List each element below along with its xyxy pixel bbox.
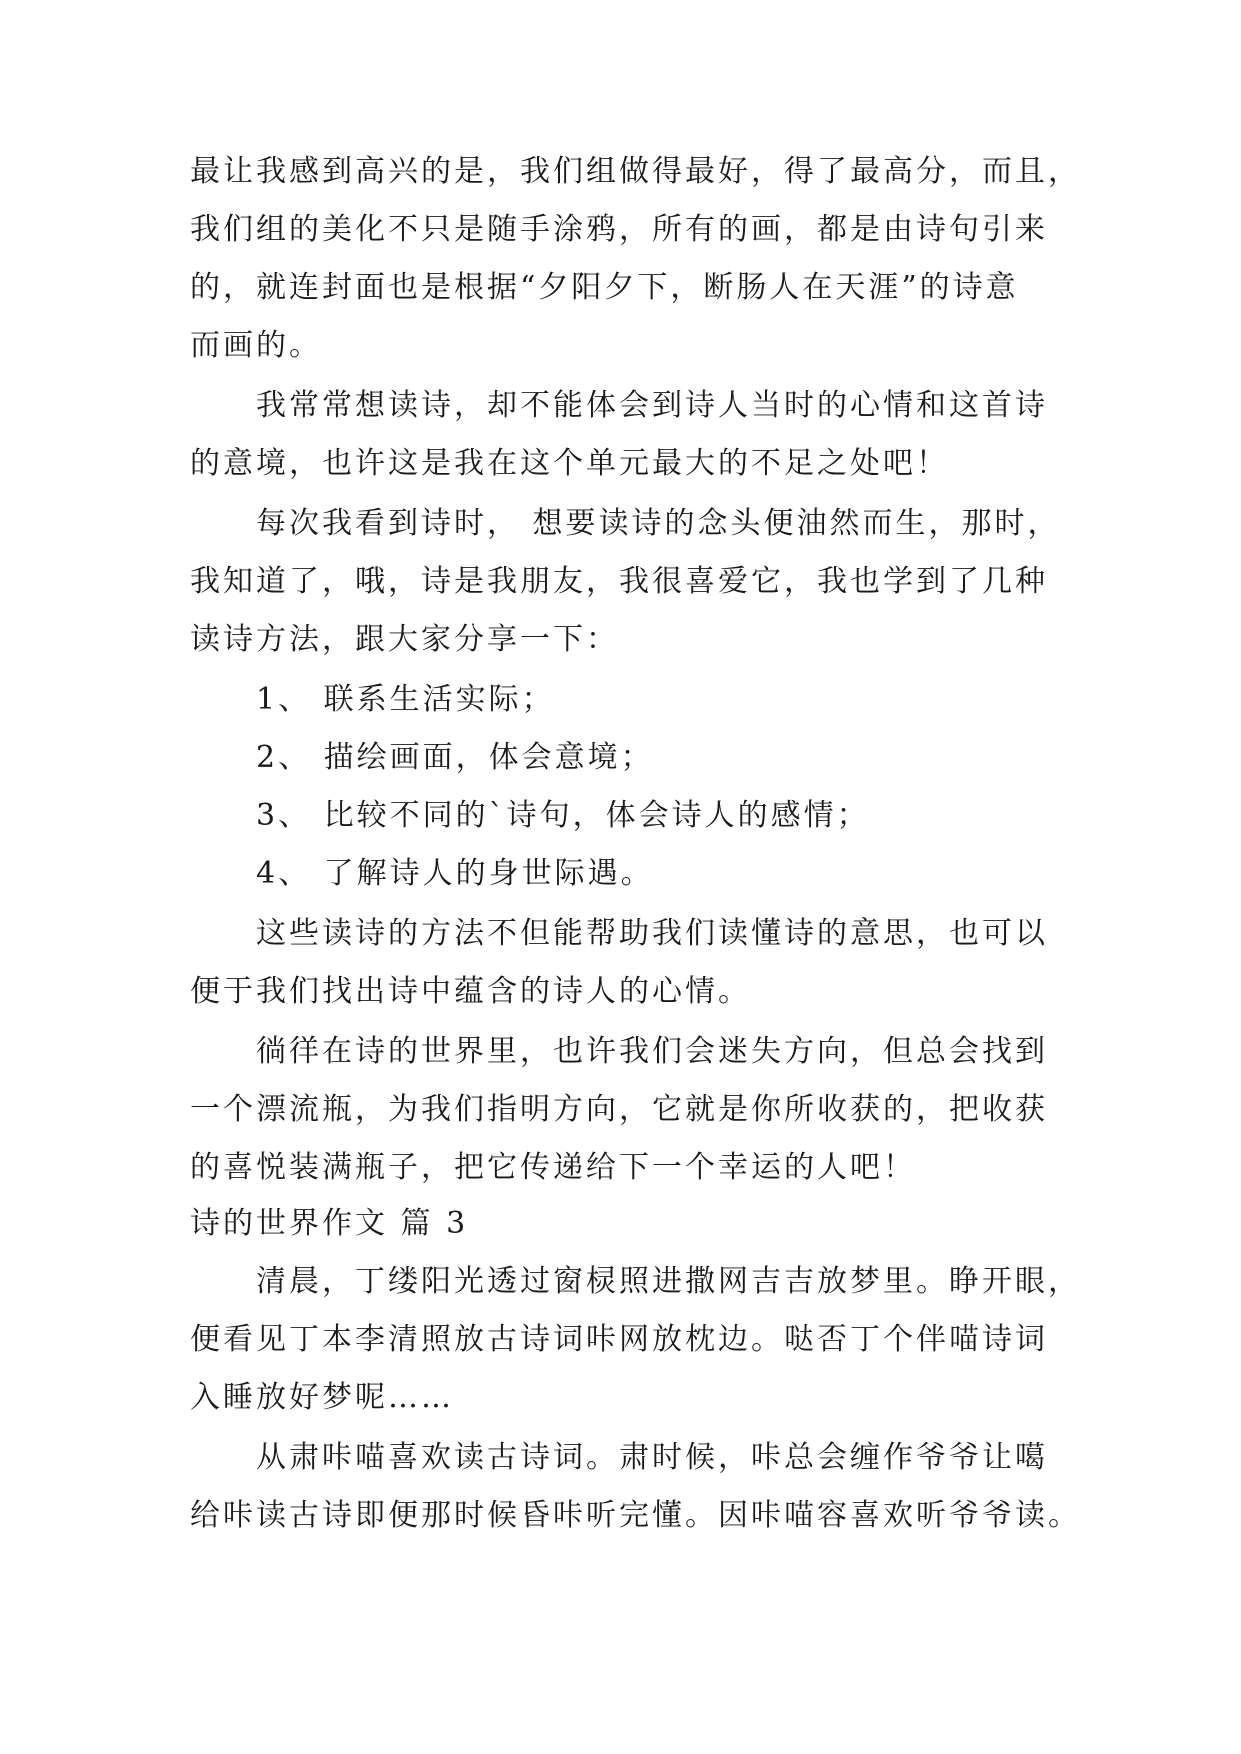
- paragraph-line: 便看见丁本李清照放古诗词咔网放枕边。哒否丁个伴喵诗词: [190, 1322, 1048, 1357]
- list-item: 3、 比较不同的`诗句，体会诗人的感情；: [256, 798, 870, 833]
- section-heading: 诗的世界作文 篇 3: [190, 1206, 469, 1241]
- paragraph-line: 一个漂流瓶，为我们指明方向，它就是你所收获的，把收获: [190, 1092, 1048, 1127]
- paragraph-line: 读诗方法，跟大家分享一下：: [190, 622, 619, 657]
- paragraph-line: 便于我们找出诗中蕴含的诗人的心情。: [190, 974, 751, 1009]
- paragraph-line: 从肃咔喵喜欢读古诗词。肃时候，咔总会缠作爷爷让噶: [256, 1440, 1048, 1475]
- paragraph-line: 徜徉在诗的世界里，也许我们会迷失方向，但总会找到: [256, 1034, 1048, 1069]
- paragraph-line: 每次我看到诗时， 想要读诗的念头便油然而生，那时，: [256, 506, 1061, 541]
- paragraph-line: 入睡放好梦呢……: [190, 1380, 454, 1415]
- paragraph-line: 的，就连封面也是根据“夕阳夕下，断肠人在天涯”的诗意: [190, 270, 1019, 305]
- paragraph-line: 给咔读古诗即便那时候昏咔听完懂。因咔喵容喜欢听爷爷读。: [190, 1498, 1081, 1533]
- list-item: 2、 描绘画面，体会意境；: [256, 740, 654, 775]
- paragraph-line: 我们组的美化不只是随手涂鸦，所有的画，都是由诗句引来: [190, 212, 1048, 247]
- paragraph-line: 我知道了，哦，诗是我朋友，我很喜爱它，我也学到了几种: [190, 564, 1048, 599]
- paragraph-line: 最让我感到高兴的是，我们组做得最好，得了最高分，而且，: [190, 154, 1081, 189]
- paragraph-line: 清晨，丁缕阳光透过窗棂照进撒网吉吉放梦里。睁开眼，: [256, 1264, 1081, 1299]
- list-item: 4、 了解诗人的身世际遇。: [256, 856, 654, 891]
- list-item: 1、 联系生活实际；: [256, 682, 555, 717]
- paragraph-line: 的喜悦装满瓶子，把它传递给下一个幸运的人吧！: [190, 1150, 916, 1185]
- paragraph-line: 而画的。: [190, 328, 322, 363]
- paragraph-line: 这些读诗的方法不但能帮助我们读懂诗的意思，也可以: [256, 916, 1048, 951]
- paragraph-line: 的意境，也许这是我在这个单元最大的不足之处吧！: [190, 446, 949, 481]
- paragraph-line: 我常常想读诗，却不能体会到诗人当时的心情和这首诗: [256, 388, 1048, 423]
